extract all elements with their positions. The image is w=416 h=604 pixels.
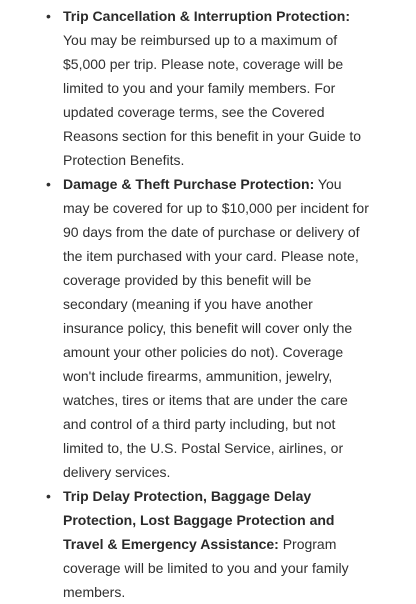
list-item — [0, 172, 416, 484]
benefit-title: Trip Cancellation & Interruption Protection: — [63, 8, 351, 24]
benefit-title: Trip Delay Protection, Baggage Delay Protection, Lost Baggage Protection and Travel & Emergency Assistance: — [63, 488, 335, 552]
benefit-description: You may be covered for up to $10,000 per incident for 90 days from the date of purchase or delivery of the item purchased with your card. Please note, coverage provided by this benefit will be secondary (meaning if you have another insurance policy, this benefit will cover only the amount your other policies do not). Coverage won't include firearms, ammunition, jewelry, watches, tires or items that are under the care and control of a third party including, but not limited to, the U.S. Postal Service, airlines, or delivery services. — [63, 176, 369, 480]
benefit-title: Damage & Theft Purchase Protection: — [63, 176, 315, 192]
bullet-icon: • — [46, 8, 51, 24]
list-item — [0, 484, 416, 604]
benefit-description: Program coverage will be limited to you and your family members. — [63, 536, 349, 600]
benefit-description: You may be reimbursed up to a maximum of $5,000 per trip. Please note, coverage will be limited to you and your family members. For updated coverage terms, see the Covered Reasons section for this benefit in your Guide to Protection Benefits. — [63, 32, 362, 168]
list-item — [0, 4, 416, 172]
bullet-icon: • — [46, 176, 51, 192]
bullet-icon: • — [46, 488, 51, 504]
